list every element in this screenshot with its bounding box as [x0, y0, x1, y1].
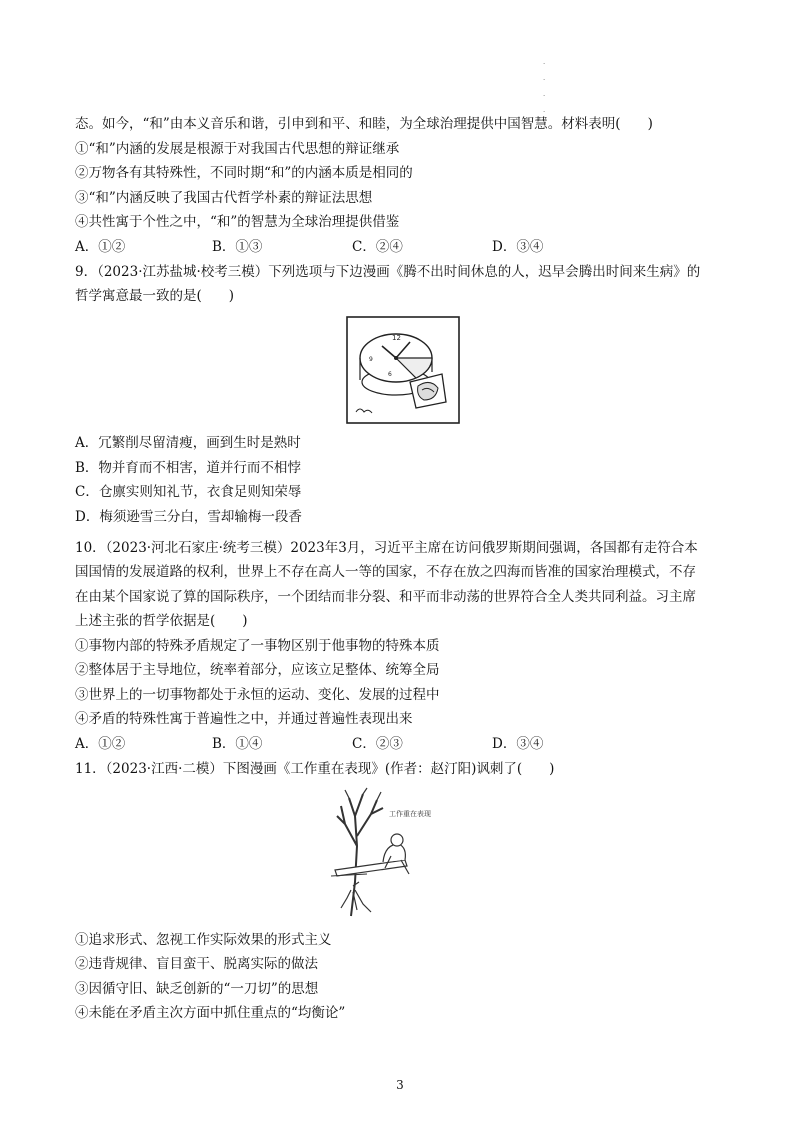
page-number: 3	[396, 1078, 404, 1092]
q9-stem-line-2: 哲学寓意最一致的是( )	[75, 288, 235, 304]
q8-options	[75, 237, 735, 257]
q8-item-3: ③“和”内涵反映了我国古代哲学朴素的辩证法思想	[75, 190, 373, 206]
svg-text:9: 9	[369, 356, 373, 363]
q10-options	[75, 734, 735, 754]
q10-stem-line-2: 国国情的发展道路的权利，世界上不存在高人一等的国家，不存在放之四海而皆准的国家治理模式，不存	[75, 564, 696, 580]
q11-item-3: ③因循守旧、缺乏创新的“一刀切”的思想	[75, 981, 319, 997]
q9-option-a: A．冗繁削尽留清瘦，画到生时是熟时	[75, 435, 301, 451]
q9-option-d: D．梅须逊雪三分白，雪却输梅一段香	[75, 509, 302, 525]
q8-option-c: C．②④	[352, 239, 403, 255]
q8-item-4: ④共性寓于个性之中，“和”的智慧为全球治理提供借鉴	[75, 214, 400, 230]
cartoon-caption: 工作重在表现	[389, 810, 431, 818]
q10-option-a: A．①②	[75, 736, 126, 752]
tree-cartoon-image	[327, 786, 459, 918]
clock-cartoon-image	[346, 316, 460, 424]
q11-item-4: ④未能在矛盾主次方面中抓住重点的“均衡论”	[75, 1005, 346, 1021]
q9-option-c: C．仓廪实则知礼节，衣食足则知荣辱	[75, 484, 302, 500]
q10-stem-line-1: 10．（2023·河北石家庄·统考三模）2023年3月，习近平主席在访问俄罗斯期间强调，各国都有走符合本	[75, 540, 698, 556]
q9-stem-line-1: 9．（2023·江苏盐城·校考三模）下列选项与下边漫画《腾不出时间休息的人，迟早会腾出时间来生病》的	[75, 264, 701, 280]
q8-item-2: ②万物各有其特殊性，不同时期“和”的内涵本质是相同的	[75, 165, 413, 181]
q8-option-d: D．③④	[492, 239, 544, 255]
svg-text:6: 6	[388, 371, 392, 378]
q10-item-3: ③世界上的一切事物都处于永恒的运动、变化、发展的过程中	[75, 687, 440, 703]
q10-option-d: D．③④	[492, 736, 544, 752]
q10-option-c: C．②③	[352, 736, 403, 752]
q8-option-b: B．①③	[212, 239, 263, 255]
q11-item-1: ①追求形式、忽视工作实际效果的形式主义	[75, 932, 332, 948]
decorative-dots: · · · ·	[543, 60, 546, 116]
q10-item-4: ④矛盾的特殊性寓于普遍性之中，并通过普遍性表现出来	[75, 711, 413, 727]
q11-item-2: ②违背规律、盲目蛮干、脱离实际的做法	[75, 956, 318, 972]
q10-stem-line-4: 上述主张的哲学依据是( )	[75, 613, 248, 629]
q8-option-a: A．①②	[75, 239, 126, 255]
q10-stem-line-3: 在由某个国家说了算的国际秩序，一个团结而非分裂、和平而非动荡的世界符合全人类共同利益。习主席	[75, 589, 696, 605]
q10-option-b: B．①④	[212, 736, 263, 752]
q10-item-1: ①事物内部的特殊矛盾规定了一事物区别于他事物的特殊本质	[75, 638, 440, 654]
q10-item-2: ②整体居于主导地位，统率着部分，应该立足整体、统筹全局	[75, 662, 440, 678]
q8-item-1: ①“和”内涵的发展是根源于对我国古代思想的辩证继承	[75, 141, 400, 157]
svg-text:12: 12	[392, 334, 401, 342]
q8-stem-continuation: 态。如今，“和”由本义音乐和谐，引申到和平、和睦，为全球治理提供中国智慧。材料表明( )	[75, 116, 653, 132]
q9-option-b: B．物并育而不相害，道并行而不相悖	[75, 460, 301, 476]
q11-stem: 11．（2023·江西·二模）下图漫画《工作重在表现》(作者：赵汀阳)讽刺了( )	[75, 761, 555, 777]
